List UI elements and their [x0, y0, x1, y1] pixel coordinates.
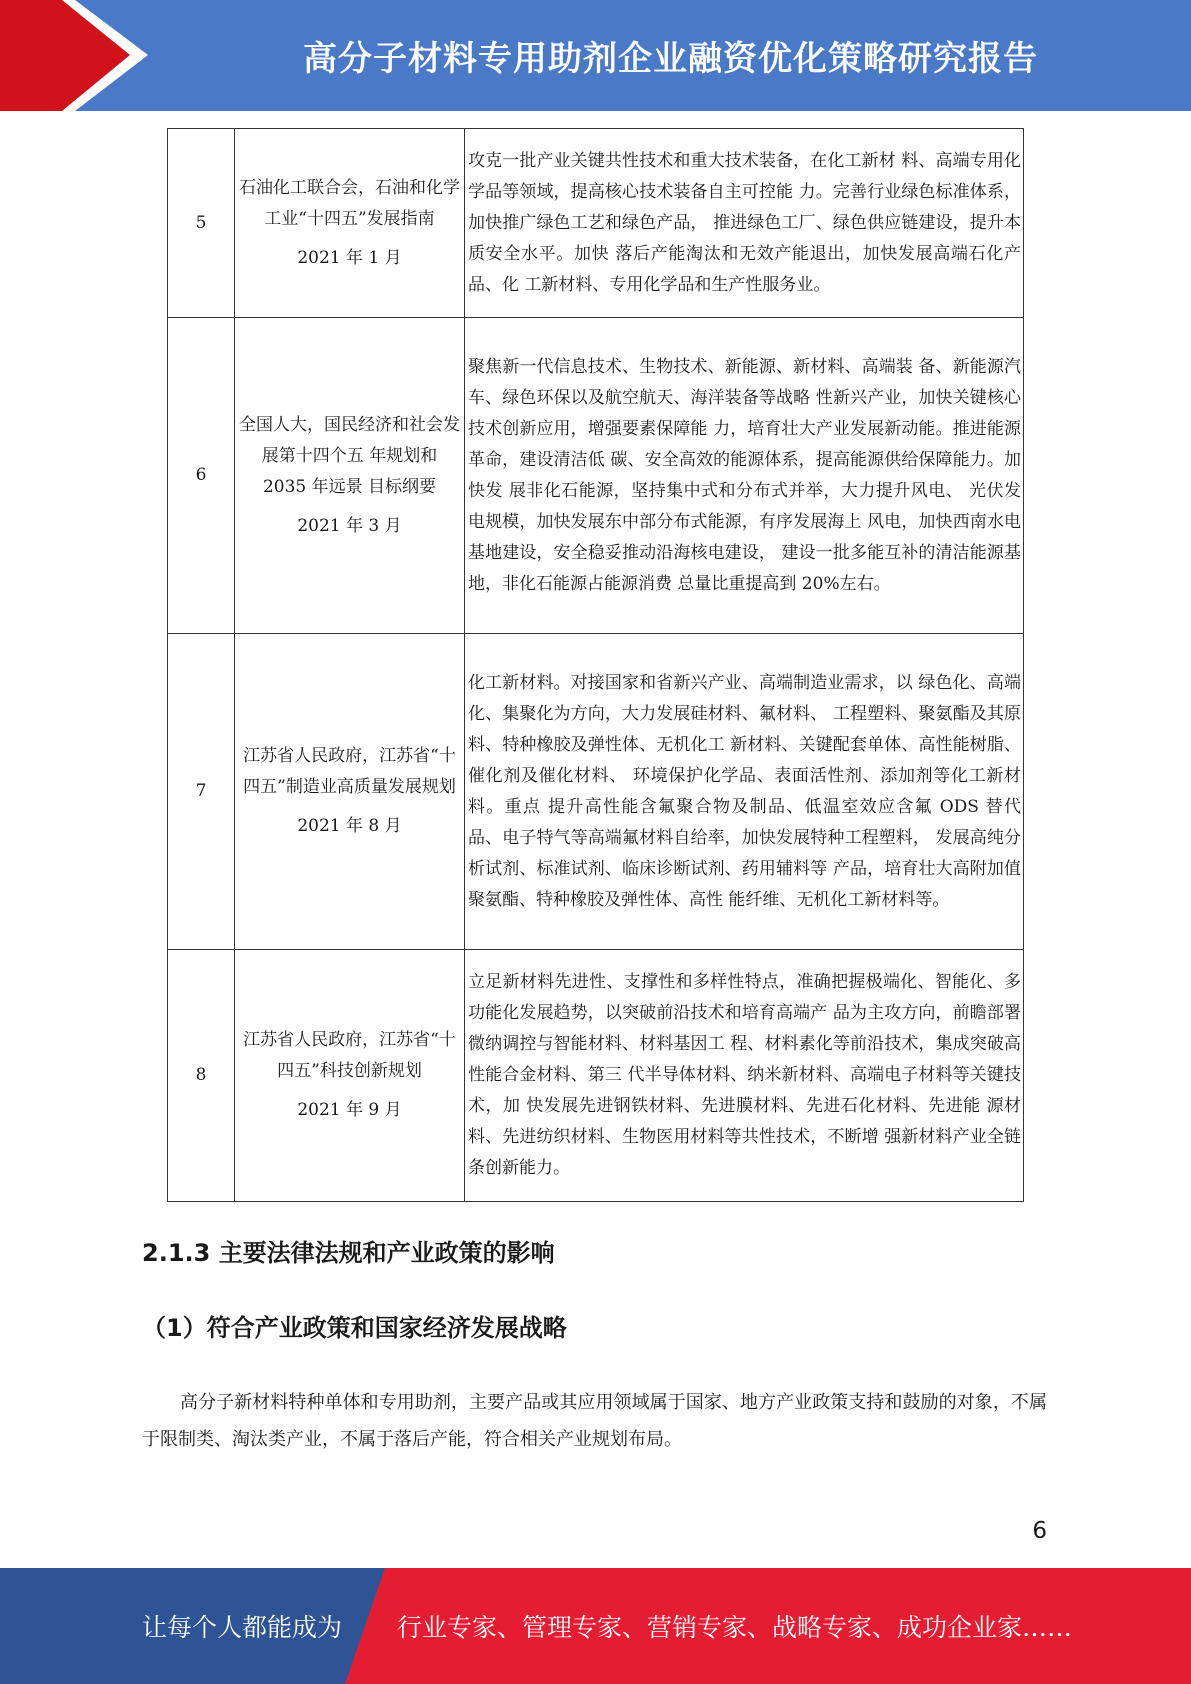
policy-date: 2021 年 8 月 [297, 816, 402, 836]
policy-date: 2021 年 1 月 [297, 247, 402, 268]
policy-source-name: 石油化工联合会，石油和化学工业“十四五”发展指南 [239, 177, 460, 229]
policy-source-name: 全国人大，国民经济和社会发展第十四个五 年规划和 2035 年远景 目标纲要 [239, 414, 460, 497]
report-title: 高分子材料专用助剂企业融资优化策略研究报告 [303, 39, 1038, 79]
table-row [168, 950, 1024, 1202]
policy-source-name: 江苏省人民政府，江苏省“十四五”制造业高质量发展规划 [243, 746, 456, 797]
policy-source [235, 634, 465, 950]
policy-date: 2021 年 3 月 [297, 515, 402, 536]
policy-content: 聚焦新一代信息技术、生物技术、新能源、新材料、高端装 备、新能源汽车、绿色环保以及航空航天、海洋装备等战略 性新兴产业，加快关键核心技术创新应用，增强要素保障能 力，培育壮大产业发展新动能。推进能源革命，建设清洁低 碳、安全高效的能源体系，提高能源供给保障能力。加快发 展非化石能源，坚持集中式和分布式并举，大力提升风电、 光伏发电规模，加快发展东中部分布式能源，有序发展海上 风电，加快西南水电基地建设，安全稳妥推动沿海核电建设， 建设一批多能互补的清洁能源基地，非化石能源占能源消费 总量比重提高到 20%左右。 [465, 318, 1024, 634]
row-number: 8 [168, 950, 235, 1202]
table-row [168, 129, 1024, 318]
policy-source-name: 江苏省人民政府，江苏省“十四五”科技创新规划 [243, 1030, 456, 1081]
page-footer [0, 1568, 1191, 1684]
footer-slogan-left: 让每个人都能成为 [142, 1613, 343, 1642]
policy-content: 化工新材料。对接国家和省新兴产业、高端制造业需求，以 绿色化、高端化、集聚化为方向，大力发展硅材料、氟材料、 工程塑料、聚氨酯及其原料、特种橡胶及弹性体、无机化工 新材料、关键配套单体、高性能树脂、催化剂及催化材料、 环境保护化学品、表面活性剂、添加剂等化工新材料。重点 提升高性能含氟聚合物及制品、低温室效应含氟 ODS 替代 品、电子特气等高端氟材料自给率，加快发展特种工程塑料， 发展高纯分析试剂、标准试剂、临床诊断试剂、药用辅料等 产品，培育壮大高附加值聚氨酯、特种橡胶及弹性体、高性 能纤维、无机化工新材料等。 [465, 634, 1024, 950]
footer-slogan-right: 行业专家、管理专家、营销专家、战略专家、成功企业家…… [397, 1613, 1073, 1642]
row-number: 5 [168, 129, 235, 318]
policy-table [167, 128, 1024, 1202]
policy-source [235, 950, 465, 1202]
policy-date: 2021 年 9 月 [297, 1100, 402, 1120]
policy-content: 立足新材料先进性、支撑性和多样性特点，准确把握极端化、智能化、多功能化发展趋势，以突破前沿技术和培育高端产 品为主攻方向，前瞻部署微纳调控与智能材料、材料基因工 程、材料素化等前沿技术，集成突破高性能合金材料、第三 代半导体材料、纳米新材料、高端电子材料等关键技术，加 快发展先进钢铁材料、先进膜材料、先进石化材料、先进能 源材料、先进纺织材料、生物医用材料等共性技术，不断增 强新材料产业全链条创新能力。 [465, 950, 1024, 1202]
policy-content: 攻克一批产业关键共性技术和重大技术装备，在化工新材 料、高端专用化学品等领域，提高核心技术装备自主可控能 力。完善行业绿色标准体系，加快推广绿色工艺和绿色产品， 推进绿色工厂、绿色供应链建设，提升本质安全水平。加快 落后产能淘汰和无效产能退出，加快发展高端石化产品、化 工新材料、专用化学品和生产性服务业。 [465, 129, 1024, 318]
table-row [168, 318, 1024, 634]
table-row [168, 634, 1024, 950]
header-arrow-decoration [0, 0, 160, 111]
policy-source [235, 129, 465, 318]
policy-source [235, 318, 465, 634]
row-number: 6 [168, 318, 235, 634]
page-number: 6 [1032, 1518, 1047, 1544]
section-subheading: （1）符合产业政策和国家经济发展战略 [142, 1314, 567, 1342]
section-heading: 2.1.3 主要法律法规和产业政策的影响 [142, 1239, 555, 1267]
row-number: 7 [168, 634, 235, 950]
body-paragraph: 高分子新材料特种单体和专用助剂，主要产品或其应用领域属于国家、地方产业政策支持和鼓励的对象，不属于限制类、淘汰类产业，不属于落后产能，符合相关产业规划布局。 [142, 1392, 1047, 1450]
page-header [0, 0, 1191, 111]
